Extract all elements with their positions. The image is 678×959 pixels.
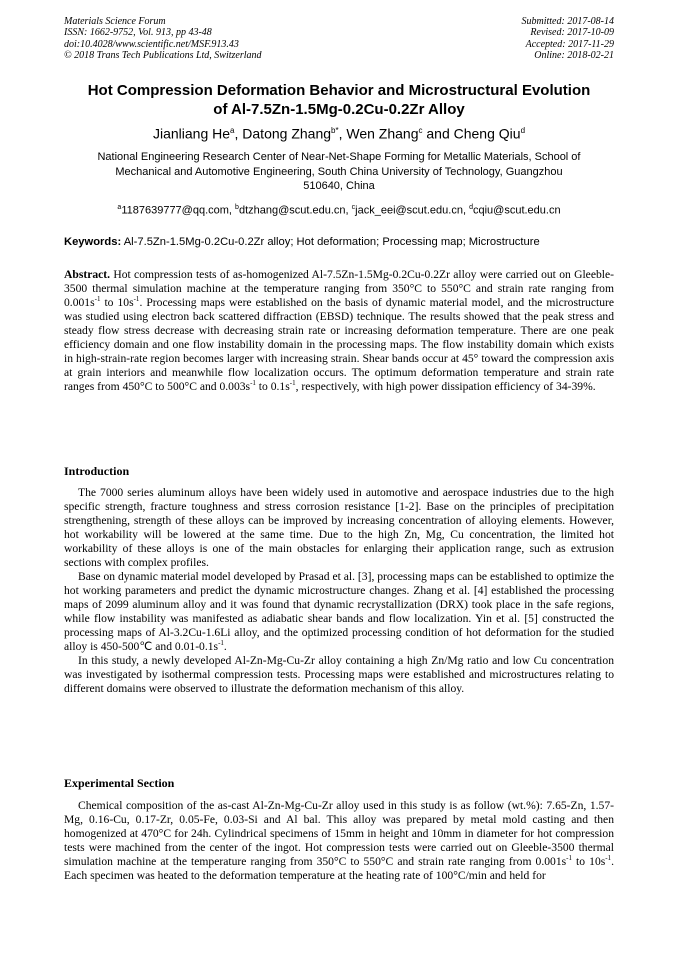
- introduction-heading: Introduction: [64, 464, 130, 478]
- online-date: Online: 2018-02-21: [534, 50, 614, 62]
- author-sup: a: [230, 126, 235, 135]
- author-name: Datong Zhang: [242, 125, 332, 142]
- email-sup: d: [469, 204, 473, 211]
- journal-info: [64, 16, 262, 62]
- abstract-sup: -1: [94, 295, 101, 304]
- author-sup: d: [520, 126, 526, 135]
- abstract-text: to 0.1s: [255, 380, 290, 393]
- title-line-2: of Al-7.5Zn-1.5Mg-0.2Cu-0.2Zr Alloy: [213, 101, 465, 118]
- intro-paragraph-2-text: Base on dynamic material model developed by Prasad et al. [3], processing maps can be established to optimize the hot working parameters and predict the dynamic microstructure changes. Zhang et al. [4] established the processing maps of 2099 aluminum alloy and it was found that dynamic recrystallization (DRX) took place in the safe regions, while flow instability was manifested as adiabatic shear bands and flow localization. Yin et al. [5] constructed the processing maps of Al-3.2Cu-1.6Li alloy, and the optimized processing condition of hot deformation for the studied alloy is 450-500℃ and 0.01-0.1s: [64, 570, 614, 653]
- abstract-sup: -1: [133, 295, 140, 304]
- experimental-body: [64, 799, 614, 883]
- exp-text: to 10s: [571, 855, 606, 868]
- abstract-text: to 10s: [100, 296, 134, 309]
- abstract-text: , respectively, with high power dissipation efficiency of 34-39%.: [295, 380, 596, 393]
- intro-paragraph-2: [64, 570, 614, 654]
- keywords-label: Keywords:: [64, 236, 122, 248]
- author-name: Wen Zhang: [346, 125, 419, 142]
- intro-paragraph-2-end: .: [223, 640, 227, 653]
- email-list: $^a$1187639777@qq.com, $^b$dtzhang@scut.edu.cn, $^c$jack_eei@scut.edu.cn, $^d$cqiu@scut.edu.cn: [117, 204, 561, 217]
- author-separator: ,: [338, 125, 347, 142]
- experimental-paragraph-1: [64, 799, 614, 883]
- email-sup: c: [351, 204, 356, 211]
- email-address[interactable]: cqiu@scut.edu.cn: [472, 204, 561, 217]
- exp-sup: -1: [566, 854, 572, 863]
- title-line-1: Hot Compression Deformation Behavior and Microstructural Evolution: [87, 82, 591, 99]
- dates-info: [522, 16, 615, 62]
- intro-sup: -1: [218, 639, 224, 648]
- affiliation-line-3: 510640, China: [303, 180, 375, 193]
- email-sup: b: [235, 204, 239, 211]
- exp-text: . Each specimen was heated to the deformation temperature at the heating rate of 100°C/min and held for: [64, 855, 615, 882]
- author-separator: and: [422, 125, 454, 142]
- journal-name: Materials Science Forum: [64, 16, 166, 27]
- intro-paragraph-3: In this study, a newly developed Al-Zn-Mg-Cu-Zr alloy containing a high Zn/Mg ratio and low Cu concentration was investigated by isothermal compression tests. Processing maps were established and microstructures relating to different domains were observed to illustrate the deformation mechanism of this alloy.: [64, 654, 614, 695]
- abstract-sup: -1: [289, 379, 296, 388]
- accepted-date: Accepted: 2017-11-29: [525, 38, 614, 50]
- abstract-text: . Processing maps were established on the basis of dynamic material model, and the microstructure was studied using electron back scattered diffraction (EBSD) technique. The results showed that the peak stress and steady flow stress decrease with decreasing strain rate or increasing deformation temperature. There are one peak efficiency domain and one flow instability domain in the processing maps. The flow instability domain which exists in high-strain-rate region becomes larger with increasing strain. Shear bands occur at 45° toward the compression axis at grain interiors and meanwhile flow localization occurs. The optimum deformation temperature and strain rate ranges from 450°C to 500°C and 0.003s: [64, 296, 615, 393]
- author-separator: ,: [234, 125, 243, 142]
- author-list: [40, 121, 638, 144]
- abstract-sup: -1: [250, 379, 256, 388]
- exp-text: Chemical composition of the as-cast Al-Zn-Mg-Cu-Zr alloy used in this study is as follow (wt.%): 7.65-Zn, 1.57-Mg, 0.16-Cu, 0.17-Zr, 0.05-Fe, 0.03-Si and Al bal. This alloy was prepared by metal mold casting and then homogenized at 470°C for 24h. Cylindrical specimens of 15mm in height and 10mm in diameter for hot compression tests were machined from the center of the ingot. Hot compression tests were carried out on Gleeble-3500 thermal simulation machine at the temperature ranging from 350°C to 550°C and strain rate ranging from 0.001s: [64, 799, 614, 868]
- author-sup: b*: [331, 126, 339, 135]
- author-sup: c: [418, 126, 423, 135]
- introduction-body: [64, 486, 614, 696]
- paper-title: [40, 81, 638, 119]
- keywords: [64, 235, 624, 249]
- copyright-line: © 2018 Trans Tech Publications Ltd, Switzerland: [64, 50, 262, 62]
- email-address[interactable]: 1187639777@qq.com: [121, 204, 229, 217]
- intro-paragraph-1: The 7000 series aluminum alloys have been widely used in automotive and aerospace industries due to the high specific strength, fracture toughness and stress corrosion resistance [1-2]. Base on the principles of precipitation strengthening, strength of these alloys can be improved by increasing concentration of alloying elements. However, hot workability will be lowered at the same time. Due to the high Zn, Mg, Cu concentration, the limited hot workability of these alloys is one of the main obstacles for enlarging their application range, such as extrusion sections with complex profiles.: [64, 486, 614, 569]
- author-name: Cheng Qiu: [453, 125, 521, 142]
- email-sup: a: [117, 204, 122, 211]
- email-address[interactable]: dtzhang@scut.edu.cn: [238, 204, 346, 217]
- keywords-text: Al-7.5Zn-1.5Mg-0.2Cu-0.2Zr alloy; Hot deformation; Processing map; Microstructure: [123, 236, 540, 248]
- exp-sup: -1: [605, 854, 612, 863]
- affiliation: [60, 150, 618, 194]
- doi-line[interactable]: doi:10.4028/www.scientific.net/MSF.913.43: [64, 38, 239, 50]
- affiliation-line-1: National Engineering Research Center of Near-Net-Shape Forming for Metallic Materials, School of: [97, 151, 581, 163]
- abstract: [64, 268, 614, 394]
- abstract-label: Abstract.: [64, 268, 111, 281]
- issn-line: ISSN: 1662-9752, Vol. 913, pp 43-48: [64, 27, 212, 39]
- author-name: Jianliang He: [152, 125, 231, 142]
- affiliation-line-2: Mechanical and Automotive Engineering, South China University of Technology, Guangzhou: [115, 165, 563, 178]
- revised-date: Revised: 2017-10-09: [530, 27, 614, 39]
- experimental-heading: Experimental Section: [64, 776, 175, 790]
- abstract-text: Hot compression tests of as-homogenized Al-7.5Zn-1.5Mg-0.2Cu-0.2Zr alloy were carried out on Gleeble-3500 thermal simulation machine at the temperature ranging from 350°C to 550°C and strain rate ranging from 0.001s: [64, 268, 614, 309]
- submitted-date: Submitted: 2017-08-14: [521, 16, 614, 27]
- email-address[interactable]: jack_eei@scut.edu.cn: [355, 204, 463, 217]
